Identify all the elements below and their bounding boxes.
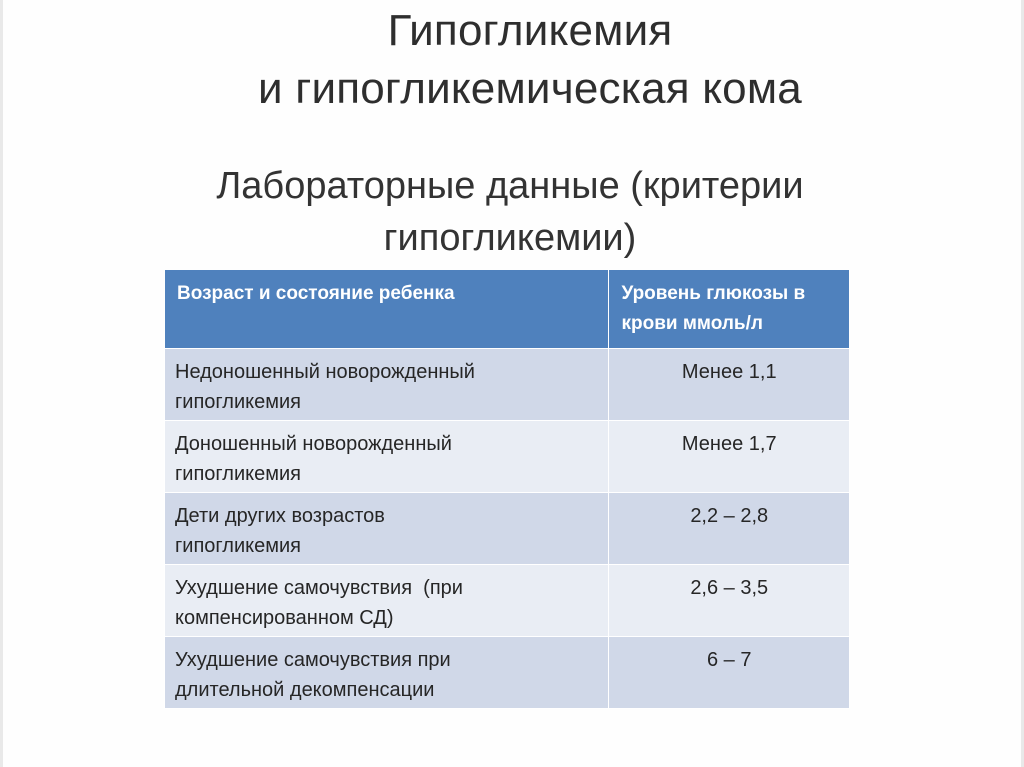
row-glucose-value: Менее 1,1: [681, 361, 777, 383]
table-row: [165, 565, 850, 637]
row-glucose-value: 6 – 7: [707, 649, 752, 671]
header-glucose-line-1: Уровень глюкозы в: [621, 283, 806, 304]
row-state-line-2: компенсированном СД): [175, 607, 394, 629]
row-state-line-2: гипогликемия: [175, 391, 301, 413]
header-glucose-level-label: [609, 270, 849, 339]
table-header-row: [165, 270, 850, 349]
table-row: [165, 421, 850, 493]
row-state-cell: [165, 637, 609, 709]
title-line-2: и гипогликемическая кома: [258, 64, 802, 113]
row-state-line-1: Ухудшение самочувствия при: [175, 649, 451, 671]
row-state-line-1: Недоношенный новорожденный: [175, 361, 475, 383]
row-glucose-value: 2,2 – 2,8: [690, 505, 769, 527]
header-glucose-line-2: крови ммоль/л: [621, 313, 763, 334]
row-state-cell: [165, 565, 609, 637]
row-state-cell: [165, 349, 609, 421]
table-row: [165, 349, 850, 421]
row-state-line-1: Дети других возрастов: [175, 505, 385, 527]
slide-subtitle: [140, 160, 880, 264]
row-state-line-2: гипогликемия: [175, 463, 301, 485]
header-age-state: [165, 270, 609, 349]
row-state-cell: [165, 421, 609, 493]
row-value-cell: [609, 637, 850, 709]
subtitle-line-1: Лабораторные данные (критерии: [216, 165, 804, 207]
row-state-line-2: гипогликемия: [175, 535, 301, 557]
row-state-cell: [165, 493, 609, 565]
subtitle-line-2: гипогликемии): [383, 217, 637, 259]
row-value-cell: [609, 421, 850, 493]
table-row: [165, 493, 850, 565]
row-state-line-2: длительной декомпенсации: [175, 679, 435, 701]
header-glucose-level: [609, 270, 850, 349]
hypoglycemia-criteria-table: [164, 270, 850, 709]
table-row: [165, 637, 850, 709]
row-state-line-1: Ухудшение самочувствия (при: [175, 577, 463, 599]
row-value-cell: [609, 349, 850, 421]
slide-edge-left: [0, 0, 3, 767]
title-line-1: Гипогликемия: [387, 6, 673, 55]
row-glucose-value: 2,6 – 3,5: [690, 577, 769, 599]
slide-title: [120, 2, 940, 118]
row-state-line-1: Доношенный новорожденный: [175, 433, 452, 455]
header-age-state-label: Возраст и состояние ребенка: [177, 283, 455, 304]
row-glucose-value: Менее 1,7: [681, 433, 777, 455]
row-value-cell: [609, 565, 850, 637]
row-value-cell: [609, 493, 850, 565]
